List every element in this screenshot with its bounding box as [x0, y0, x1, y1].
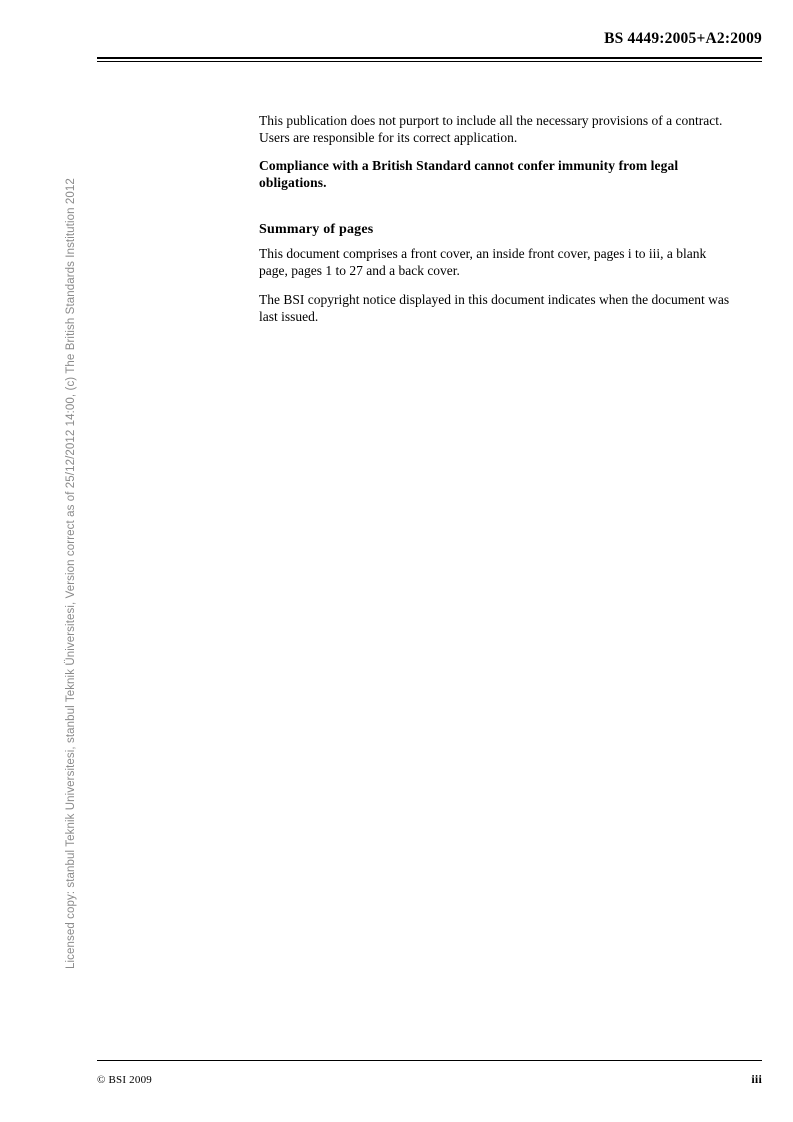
page-footer: [97, 1060, 762, 1087]
standard-reference: BS 4449:2005+A2:2009: [604, 30, 762, 47]
license-watermark: Licensed copy: stanbul Teknik Universitesi, stanbul Teknik Üniversitesi, Version correct as of 25/12/2012 14:00, (c) The British Standards Institution 2012: [65, 178, 77, 969]
header-divider: [97, 57, 762, 62]
footer-row: [97, 1072, 762, 1087]
compliance-paragraph: Compliance with a British Standard cannot confer immunity from legal obligations.: [259, 158, 679, 190]
page-header: [97, 30, 762, 62]
page-content: [259, 113, 737, 325]
summary-paragraph: This document comprises a front cover, an inside front cover, pages i to iii, a blank page, pages 1 to 27 and a back cover.: [259, 246, 707, 278]
footer-copyright: © BSI 2009: [97, 1074, 152, 1086]
disclaimer-paragraph: This publication does not purport to include all the necessary provisions of a contract. Users are responsible for its correct application.: [259, 113, 723, 145]
summary-of-pages-heading: Summary of pages: [259, 222, 374, 237]
footer-page-number: iii: [751, 1072, 762, 1086]
copyright-notice-paragraph: The BSI copyright notice displayed in this document indicates when the document was last issued.: [259, 292, 730, 324]
footer-divider: [97, 1060, 762, 1061]
